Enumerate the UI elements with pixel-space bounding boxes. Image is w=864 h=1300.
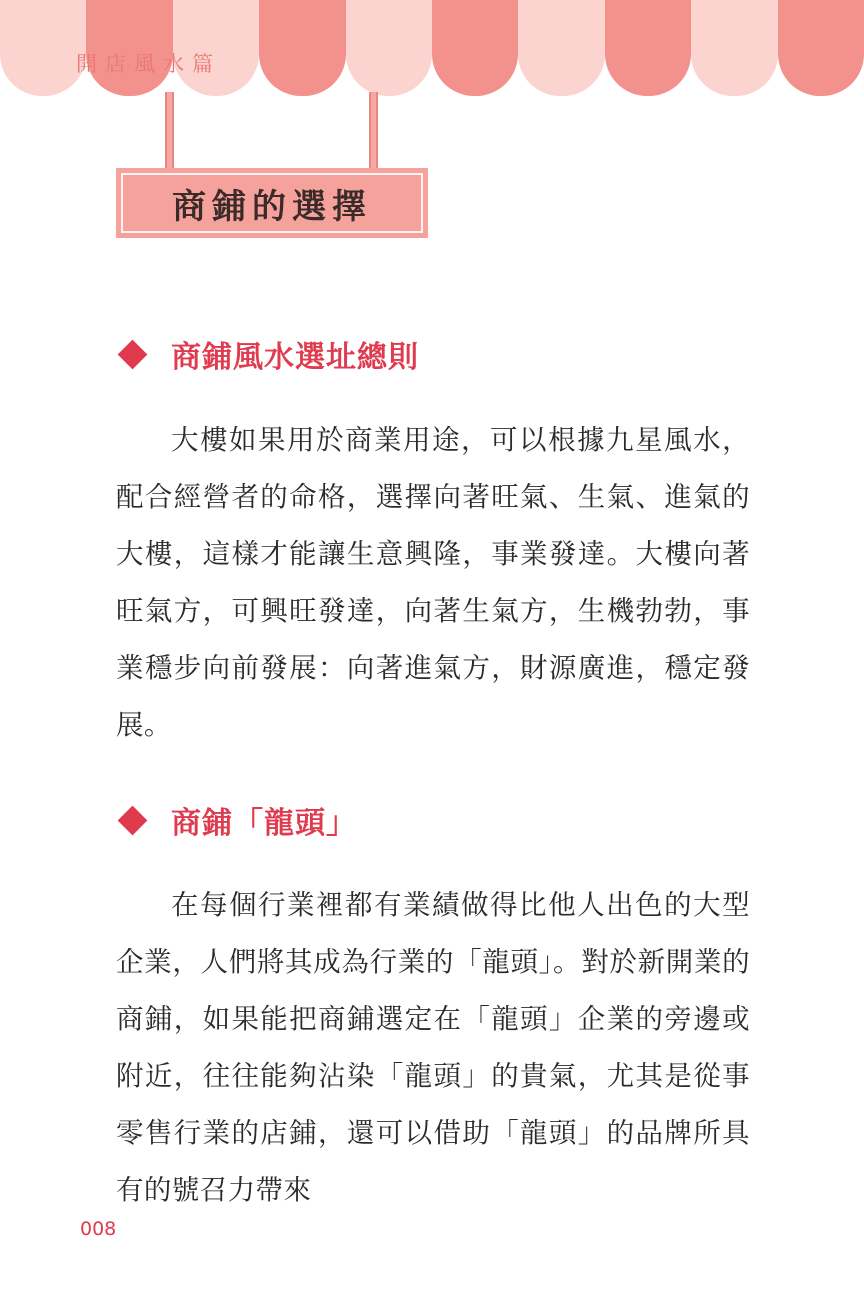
- section-heading: [116, 798, 357, 842]
- section-paragraph: 大樓如果用於商業用途，可以根據九星風水，配合經營者的命格，選擇向著旺氣、生氣、進氣的大樓，這樣才能讓生意興隆，事業發達。大樓向著旺氣方，可興旺發達，向著生氣方，生機勃勃，事業穩步向前發展：向著進氣方，財源廣進，穩定發展。: [116, 424, 750, 741]
- diamond-bullet-icon: [118, 339, 148, 369]
- sign-rope-left: [165, 92, 174, 174]
- awning-stripe: [778, 0, 864, 96]
- chapter-title: 商鋪的選擇: [172, 186, 372, 227]
- diamond-bullet-icon: [118, 805, 148, 835]
- awning-stripe: [346, 0, 432, 96]
- section-heading-text: 商鋪風水選址總則: [171, 340, 419, 375]
- awning-stripe: [518, 0, 604, 96]
- awning-stripe: [259, 0, 345, 96]
- awning-stripe: [432, 0, 518, 96]
- awning-stripe: [605, 0, 691, 96]
- section-heading-text: 商鋪「龍頭」: [171, 806, 357, 841]
- awning-stripe: [691, 0, 777, 96]
- running-head: 開店風水篇: [76, 52, 221, 76]
- page-number: 008: [80, 1218, 117, 1240]
- sign-inner-frame: [121, 173, 423, 233]
- sign-rope-right: [369, 92, 378, 174]
- chapter-sign: [116, 168, 428, 238]
- section-paragraph: 在每個行業裡都有業績做得比他人出色的大型企業，人們將其成為行業的「龍頭」。對於新開業的商鋪，如果能把商鋪選定在「龍頭」企業的旁邊或附近，往往能夠沾染「龍頭」的貴氣，尤其是從事零售行業的店鋪，還可以借助「龍頭」的品牌所具有的號召力帶來: [116, 889, 750, 1206]
- awning-stripe: [0, 0, 86, 96]
- section-heading: [116, 332, 419, 376]
